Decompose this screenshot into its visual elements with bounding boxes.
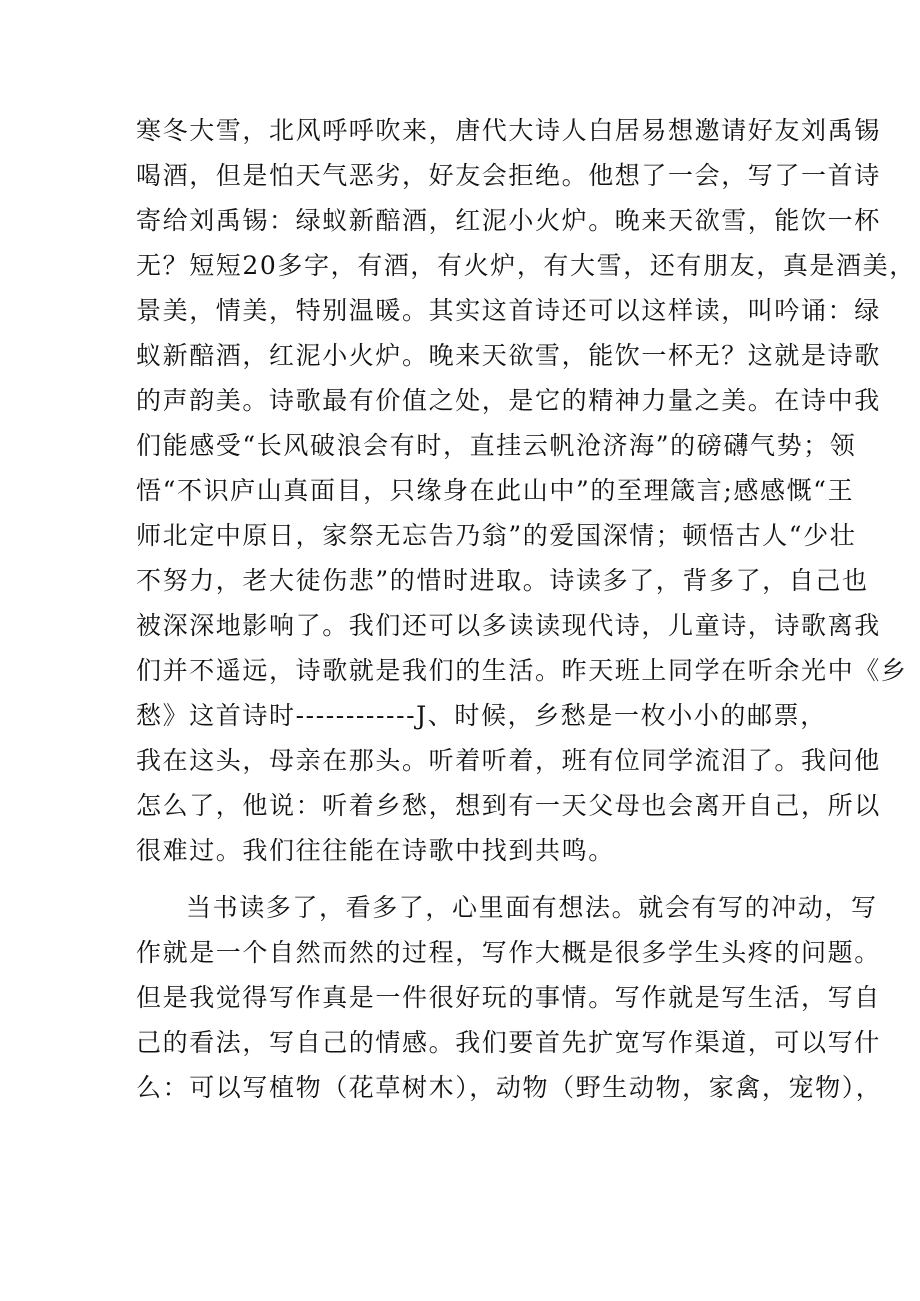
text-line: 寒冬大雪，北风呼呼吹来，唐代大诗人白居易想邀请好友刘禹锡 <box>136 116 881 145</box>
text-line: 作就是一个自然而然的过程，写作大概是很多学生头疼的问题。 <box>136 938 881 967</box>
text-line: 我在这头，母亲在那头。听着听着，班有位同学流泪了。我问他 <box>136 746 881 775</box>
text-line: 己的看法，写自己的情感。我们要首先扩宽写作渠道，可以写什 <box>136 1028 881 1057</box>
text-line: 被深深地影响了。我们还可以多读读现代诗，儿童诗，诗歌离我 <box>136 611 881 640</box>
text-line: 愁》这首诗时------------J、时候，乡愁是一枚小小的邮票， <box>136 701 827 730</box>
text-line: 但是我觉得写作真是一件很好玩的事情。写作就是写生活，写自 <box>136 983 881 1012</box>
text-line: 的声韵美。诗歌最有价值之处，是它的精神力量之美。在诗中我 <box>136 386 881 415</box>
text-line: 们并不遥远，诗歌就是我们的生活。昨天班上同学在听余光中《乡 <box>136 656 908 685</box>
text-line: 蚁新醅酒，红泥小火炉。晚来天欲雪，能饮一杯无？这就是诗歌 <box>136 341 881 370</box>
text-line: 当书读多了，看多了，心里面有想法。就会有写的冲动，写 <box>186 893 878 922</box>
text-line: 无？短短20多字，有酒，有火炉，有大雪，还有朋友，真是酒美， <box>136 251 916 280</box>
text-line: 不努力，老大徒伤悲”的惜时进取。诗读多了，背多了，自己也 <box>136 566 869 595</box>
text-line: 寄给刘禹锡：绿蚁新醅酒，红泥小火炉。晚来天欲雪，能饮一杯 <box>136 206 881 235</box>
text-line: 悟“不识庐山真面目，只缘身在此山中”的至理箴言;感感慨“王 <box>136 476 855 505</box>
text-line: 师北定中原日，家祭无忘告乃翁”的爱国深情；顿悟古人“少壮 <box>136 521 857 550</box>
text-line: 怎么了，他说：听着乡愁，想到有一天父母也会离开自己，所以 <box>136 791 881 820</box>
text-line: 喝酒，但是怕天气恶劣，好友会拒绝。他想了一会，写了一首诗 <box>136 161 881 190</box>
text-line: 么：可以写植物（花草树木），动物（野生动物，家禽，宠物）， <box>136 1073 883 1102</box>
text-line: 很难过。我们往往能在诗歌中找到共鸣。 <box>136 836 615 865</box>
text-line: 们能感受“长风破浪会有时，直挂云帆沧济海”的磅礴气势；领 <box>136 431 857 460</box>
text-line: 景美，情美，特别温暖。其实这首诗还可以这样读，叫吟诵：绿 <box>136 296 881 325</box>
